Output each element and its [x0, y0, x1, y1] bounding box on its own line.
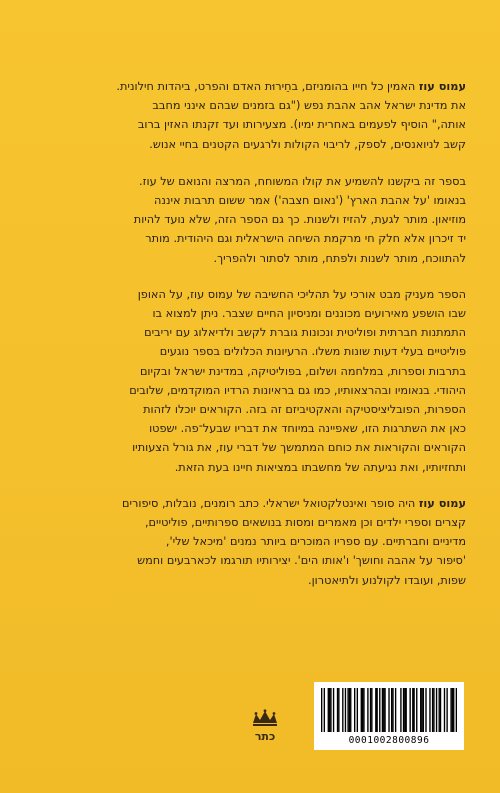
text-line	[36, 400, 466, 419]
publisher-logo-text: כתר	[254, 730, 276, 743]
barcode-bar	[357, 688, 358, 732]
line-text: מוזיאון. מותר לגעת, להזיז ולשנות. כך גם הספר הזה, שלא נועד להיות	[133, 213, 466, 227]
line-text: שפות, ועובדו לקולנוע ולתיאטרון.	[308, 573, 466, 587]
barcode-bar	[400, 688, 401, 732]
barcode-bar	[371, 688, 372, 732]
barcode-bar	[452, 688, 453, 732]
text-line	[36, 77, 466, 96]
barcode-bar	[329, 688, 330, 732]
barcode-bar	[440, 688, 441, 732]
line-text: היה סופר ואינטלקטואל ישראלי. כתב רומנים, נובלות, סיפורים	[121, 496, 419, 510]
text-line	[36, 458, 466, 477]
text-line	[36, 115, 466, 134]
barcode-bar	[333, 688, 334, 732]
barcode-bar	[421, 688, 422, 732]
barcode-bar	[456, 688, 457, 732]
line-text: קשב לניואנסים, לספק, לריבוי הקולות ולרגעים הקטנים בחיי אנוש.	[149, 137, 466, 151]
line-text: שבו הושפע מאירועים מכוננים ומניסיון החיים שצבר. ניתן למצוא בו	[152, 307, 466, 321]
barcode-bar	[345, 688, 346, 732]
barcode-bar	[439, 688, 440, 732]
text-line	[36, 513, 466, 532]
line-text: בנאומו 'על אהבת הארץ' ('נאום חצבה') אמר ששום תרבות איננה	[154, 194, 466, 208]
text-line	[36, 229, 466, 248]
barcode-bar	[349, 688, 350, 732]
line-text: יד זיכרון אלא חלק חי מרקמת השיחה הישראלית וגם היהודית. מותר	[145, 232, 466, 246]
barcode-bar	[347, 688, 348, 732]
barcode-bar	[361, 688, 362, 732]
line-text: בתרבות וספרות, במלחמה ושלום, בפוליטיקה, במדינת ישראל ובקיום	[139, 364, 466, 378]
barcode-bar	[416, 688, 417, 732]
barcode-bar	[363, 688, 364, 732]
barcode-bar	[388, 688, 389, 732]
text-line	[36, 381, 466, 400]
line-text: הספרות, הפובליציסטיקה והאקטיביזם זה בזה. הקוראים יוכלו לזהות	[143, 403, 466, 417]
line-text: הקוראים והקוראות את כוחם המתמשך של דברי עוז, את גורל הצעותיו	[132, 441, 466, 455]
barcode-bar	[425, 688, 426, 732]
line-text: ותחזיותיו, ואת נגיעתה של מחשבתו במציאות חיינו בעת הזאת.	[174, 460, 466, 474]
author-name: עמוס עוז	[418, 80, 466, 93]
publisher-logo	[250, 709, 280, 743]
line-text: התמתנות חברתית ופוליטית ונכונות גוברת לקשב ולדיאלוג עם יריבים	[144, 326, 466, 340]
barcode-bar	[324, 688, 325, 732]
barcode-number: 0001002800896	[348, 735, 430, 746]
text-line	[36, 571, 466, 590]
barcode-bar	[433, 688, 434, 732]
paragraph	[36, 494, 466, 590]
text-line	[36, 304, 466, 323]
text-line	[36, 494, 466, 513]
line-text: קצרים וספרי ילדים וכן מאמרים ומסות בנושאים ספרותיים, פוליטיים,	[144, 516, 466, 530]
blurb-text	[36, 77, 466, 606]
barcode-bars	[321, 688, 457, 732]
text-line	[36, 210, 466, 229]
barcode-bar	[383, 688, 384, 732]
barcode-bar	[395, 688, 396, 732]
barcode-bar	[379, 688, 380, 732]
barcode-bar	[328, 688, 329, 732]
paragraph	[36, 172, 466, 268]
line-text: 'סיפור על אהבה וחושך' ו'אותו הים'. יצירותיו תורגמו לכארבעים וחמש	[137, 554, 466, 568]
barcode-bar	[382, 688, 383, 732]
text-line	[36, 323, 466, 342]
barcode-bar	[342, 688, 343, 732]
barcode-bar	[413, 688, 414, 732]
text-line	[36, 532, 466, 551]
barcode-bar	[420, 688, 421, 732]
paragraph	[36, 77, 466, 154]
barcode-bar	[450, 688, 451, 732]
barcode-bar	[436, 688, 437, 732]
text-line	[36, 172, 466, 191]
barcode-bar	[375, 688, 376, 732]
barcode-bar	[409, 688, 410, 732]
text-line	[36, 551, 466, 570]
barcode-bar	[367, 688, 368, 732]
barcode-bar	[370, 688, 371, 732]
barcode-bar	[376, 688, 377, 732]
barcode-bar	[429, 688, 430, 732]
text-line	[36, 285, 466, 304]
barcode-bar	[453, 688, 454, 732]
barcode-bar	[321, 688, 322, 732]
barcode-bar	[404, 688, 405, 732]
line-text: בספר זה ביקשנו להשמיע את קולו המשוחח, המרצה והנואם של עוז.	[139, 174, 466, 188]
line-text: את מדינת ישראל אהב אהבת נפש ("גם בזמנים שבהם אינני מחבב	[152, 99, 466, 113]
barcode-bar	[362, 688, 363, 732]
line-text: מדיניים וחברתיים. עם ספריו המוכרים ביותר נמנים 'מיכאל שלי',	[165, 535, 466, 549]
barcode-bar	[338, 688, 339, 732]
barcode-bar	[354, 688, 355, 732]
barcode-bar	[337, 688, 338, 732]
barcode-bar	[392, 688, 393, 732]
line-text: הספר מעניק מבט אורכי על תהליכי החשיבה של עמוס עוז, על האופן	[137, 287, 466, 301]
line-text: אותה," הוסיף לפעמים באחרית ימיו). מצעירותו ועד זקנתו האזין ברוב	[137, 118, 466, 132]
text-line	[36, 191, 466, 210]
barcode-bar	[350, 688, 351, 732]
text-line	[36, 135, 466, 154]
barcode-bar	[384, 688, 385, 732]
text-line	[36, 438, 466, 457]
line-text: פוליטיים בעלי דעות שונות משלו. הרעיונות הכלולים בספר נוגעים	[159, 345, 466, 359]
barcode	[314, 682, 464, 750]
barcode-bar	[444, 688, 445, 732]
text-line	[36, 362, 466, 381]
line-text: היהודי. בנאומיו ובהרצאותיו, כמו גם בראיונות הרדיו המוקדמים, שלובים	[129, 383, 466, 397]
text-line	[36, 342, 466, 361]
barcode-bar	[446, 688, 447, 732]
paragraph	[36, 285, 466, 477]
text-line	[36, 419, 466, 438]
text-line	[36, 96, 466, 115]
barcode-bar	[406, 688, 407, 732]
barcode-bar	[412, 688, 413, 732]
author-name: עמוס עוז	[418, 496, 466, 510]
barcode-bar	[403, 688, 404, 732]
line-text: להתווכח, מותר לשנות ולפתח, מותר לסתור ולהפריך.	[213, 251, 466, 265]
barcode-bar	[423, 688, 424, 732]
line-text: כאן את השתרגות הזו, שאפיינה במיוחד את דבריו שבעל־פה. ישפטו	[149, 422, 466, 436]
text-line	[36, 249, 466, 268]
barcode-bar	[432, 688, 433, 732]
line-text: האמין כל חייו בהומניזם, בחֵירוּת האדם והפרט, ביהדות חילונית.	[116, 80, 419, 93]
barcode-bar	[330, 688, 331, 732]
barcode-bar	[391, 688, 392, 732]
